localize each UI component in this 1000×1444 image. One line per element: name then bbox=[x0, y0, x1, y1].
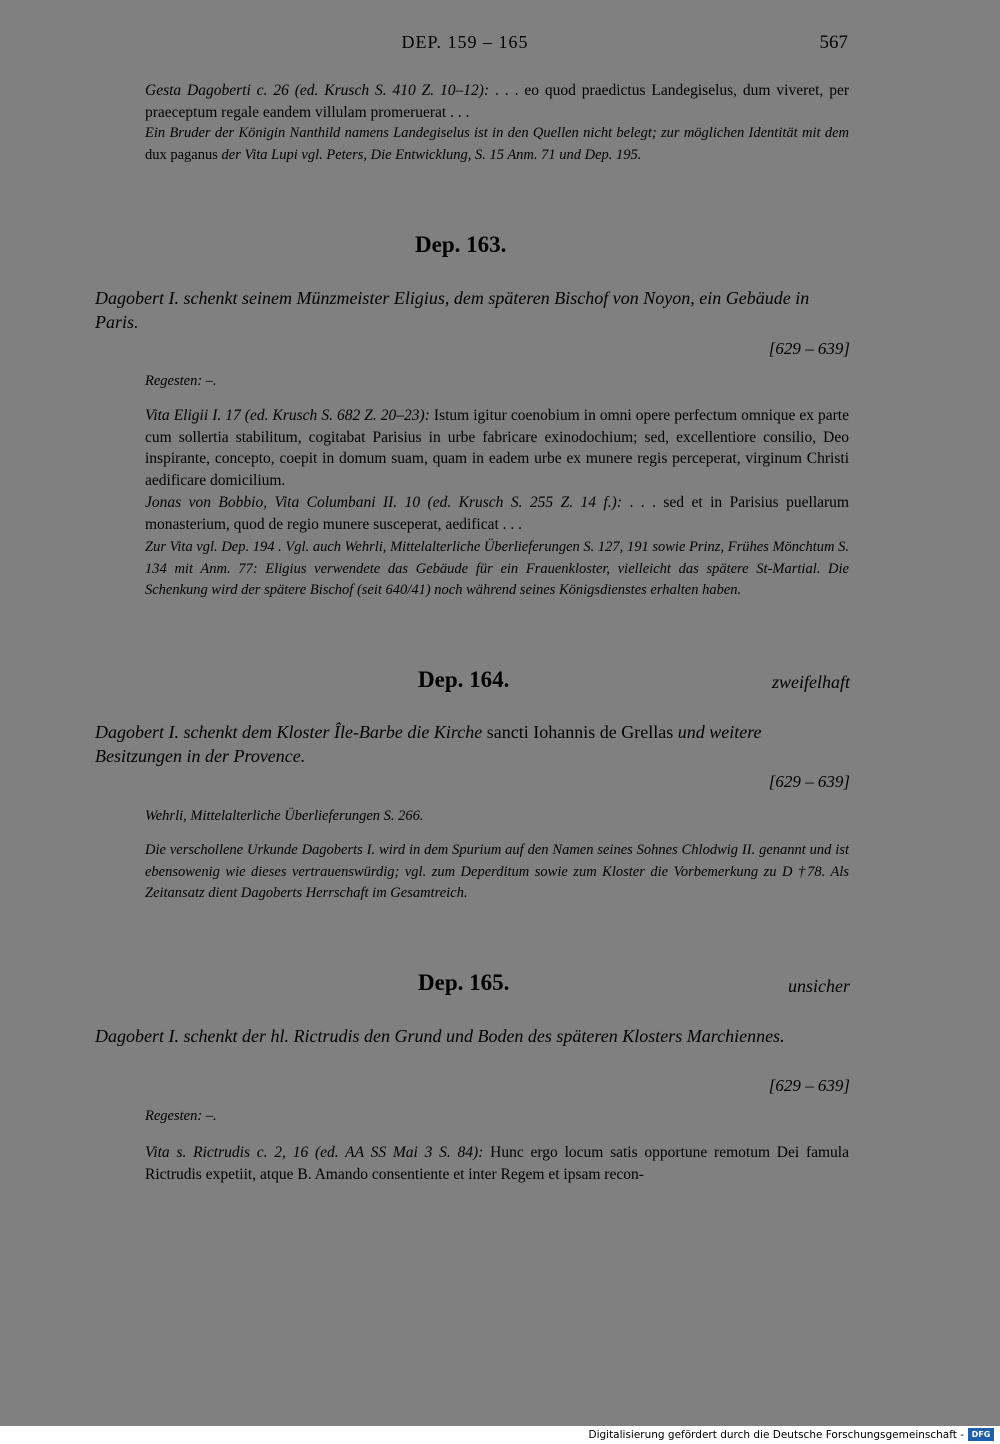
commentary-note: Zur Vita vgl. Dep. 194 . Vgl. auch Wehrli, Mittelalterliche Überlieferungen S. 127, 191 sowie Prinz, Frühes Mönchtum S. 134 mit Anm. 77: Eligius verwendete das Gebäude für ein Frauenkloster, vielleicht das spätere St-Martial. Die Schenkung wird der spätere Bischof (seit 640/41) noch während seines Königsdienstes erhalten haben. bbox=[145, 539, 849, 598]
note-text: Ein Bruder der Königin Nanthild namens Landegiselus ist in den Quellen nicht belegt; zur möglichen Identität mit dem bbox=[145, 125, 849, 141]
source-paragraph bbox=[145, 1142, 849, 1185]
running-title: DEP. 159 – 165 bbox=[401, 32, 529, 52]
entry-date: [629 – 639] bbox=[768, 1076, 850, 1095]
entry-summary bbox=[95, 720, 850, 768]
page-number: 567 bbox=[819, 32, 848, 53]
literature-reference: Wehrli, Mittelalterliche Überlieferungen S. 266. bbox=[145, 808, 424, 824]
entry-date: [629 – 639] bbox=[768, 772, 850, 791]
entry-date: [629 – 639] bbox=[768, 339, 850, 358]
entry-qualifier: unsicher bbox=[788, 976, 850, 996]
entry-summary: Dagobert I. schenkt seinem Münzmeister Eligius, dem späteren Bischof von Noyon, ein Gebäude in Paris. bbox=[95, 288, 810, 332]
entry-qualifier: zweifelhaft bbox=[772, 672, 850, 692]
source-quote: Istum igitur coenobium in omni opere perfectum omnique ex parte cum sollertia stabilitum, cogitabat Parisius in urbe fabricare exinodochium; sed, excellentiore consilio, Deo inspirante, concepto, coepit in domum suam, quam in eadem urbe ex munere regis perceperat, virginum Christi aedificare domicilium. bbox=[145, 407, 849, 489]
commentary-note bbox=[145, 123, 849, 166]
regesten-line: Regesten: –. bbox=[145, 1108, 217, 1124]
note-text: der Vita Lupi vgl. Peters, Die Entwicklung, S. 15 Anm. 71 und Dep. 195. bbox=[217, 146, 642, 163]
source-paragraph bbox=[145, 492, 849, 535]
summary-text: und weitere Besitzungen in der Provence. bbox=[95, 722, 762, 766]
source-citation: Jonas von Bobbio, Vita Columbani II. 10 (ed. Krusch S. 255 Z. 14 f.): bbox=[145, 494, 623, 511]
source-paragraph bbox=[145, 80, 849, 123]
dfg-logo: DFG bbox=[968, 1428, 994, 1441]
entry-heading: Dep. 163. bbox=[415, 232, 507, 257]
footer-credit: Digitalisierung gefördert durch die Deutsche Forschungsgemeinschaft - bbox=[588, 1429, 964, 1441]
source-citation: Gesta Dagoberti c. 26 (ed. Krusch S. 410 Z. 10–12): bbox=[145, 82, 490, 99]
source-citation: Vita s. Rictrudis c. 2, 16 (ed. AA SS Mai 3 S. 84): bbox=[145, 1144, 484, 1161]
commentary-note: Die verschollene Urkunde Dagoberts I. wird in dem Spurium auf den Namen seines Sohnes Chlodwig II. genannt und ist ebensowenig wie dieses vertrauenswürdig; vgl. zum Deperditum sowie zum Kloster die Vorbemerkung zu D †78. Als Zeitansatz dient Dagoberts Herrschaft im Gesamtreich. bbox=[145, 842, 849, 901]
entry-summary: Dagobert I. schenkt der hl. Rictrudis den Grund und Boden des späteren Klosters Marchiennes. bbox=[95, 1026, 785, 1046]
source-citation: Vita Eligii I. 17 (ed. Krusch S. 682 Z. 20–23): bbox=[145, 407, 430, 424]
source-quote: . . . eo quod praedictus Landegiselus, dum viveret, per praeceptum regale eandem villulam promeruerat . . . bbox=[145, 82, 849, 121]
source-quote: Hunc ergo locum satis opportune remotum Dei famula Rictrudis expetiit, atque B. Amando consentiente et inter Regem et ipsam recon- bbox=[145, 1144, 849, 1183]
source-quote: . . . sed et in Parisius puellarum monasterium, quod de regio munere susceperat, aedificat . . . bbox=[145, 494, 849, 533]
summary-text: Dagobert I. schenkt dem Kloster Île-Barbe die Kirche bbox=[95, 722, 487, 742]
entry-heading: Dep. 164. bbox=[418, 667, 510, 692]
note-roman-term: dux paganus bbox=[145, 146, 218, 163]
entry-heading: Dep. 165. bbox=[418, 970, 510, 995]
summary-roman-term: sancti Iohannis de Grellas bbox=[486, 722, 674, 742]
digitization-footer bbox=[0, 1426, 1000, 1444]
source-paragraph bbox=[145, 405, 849, 491]
regesten-line: Regesten: –. bbox=[145, 373, 217, 389]
